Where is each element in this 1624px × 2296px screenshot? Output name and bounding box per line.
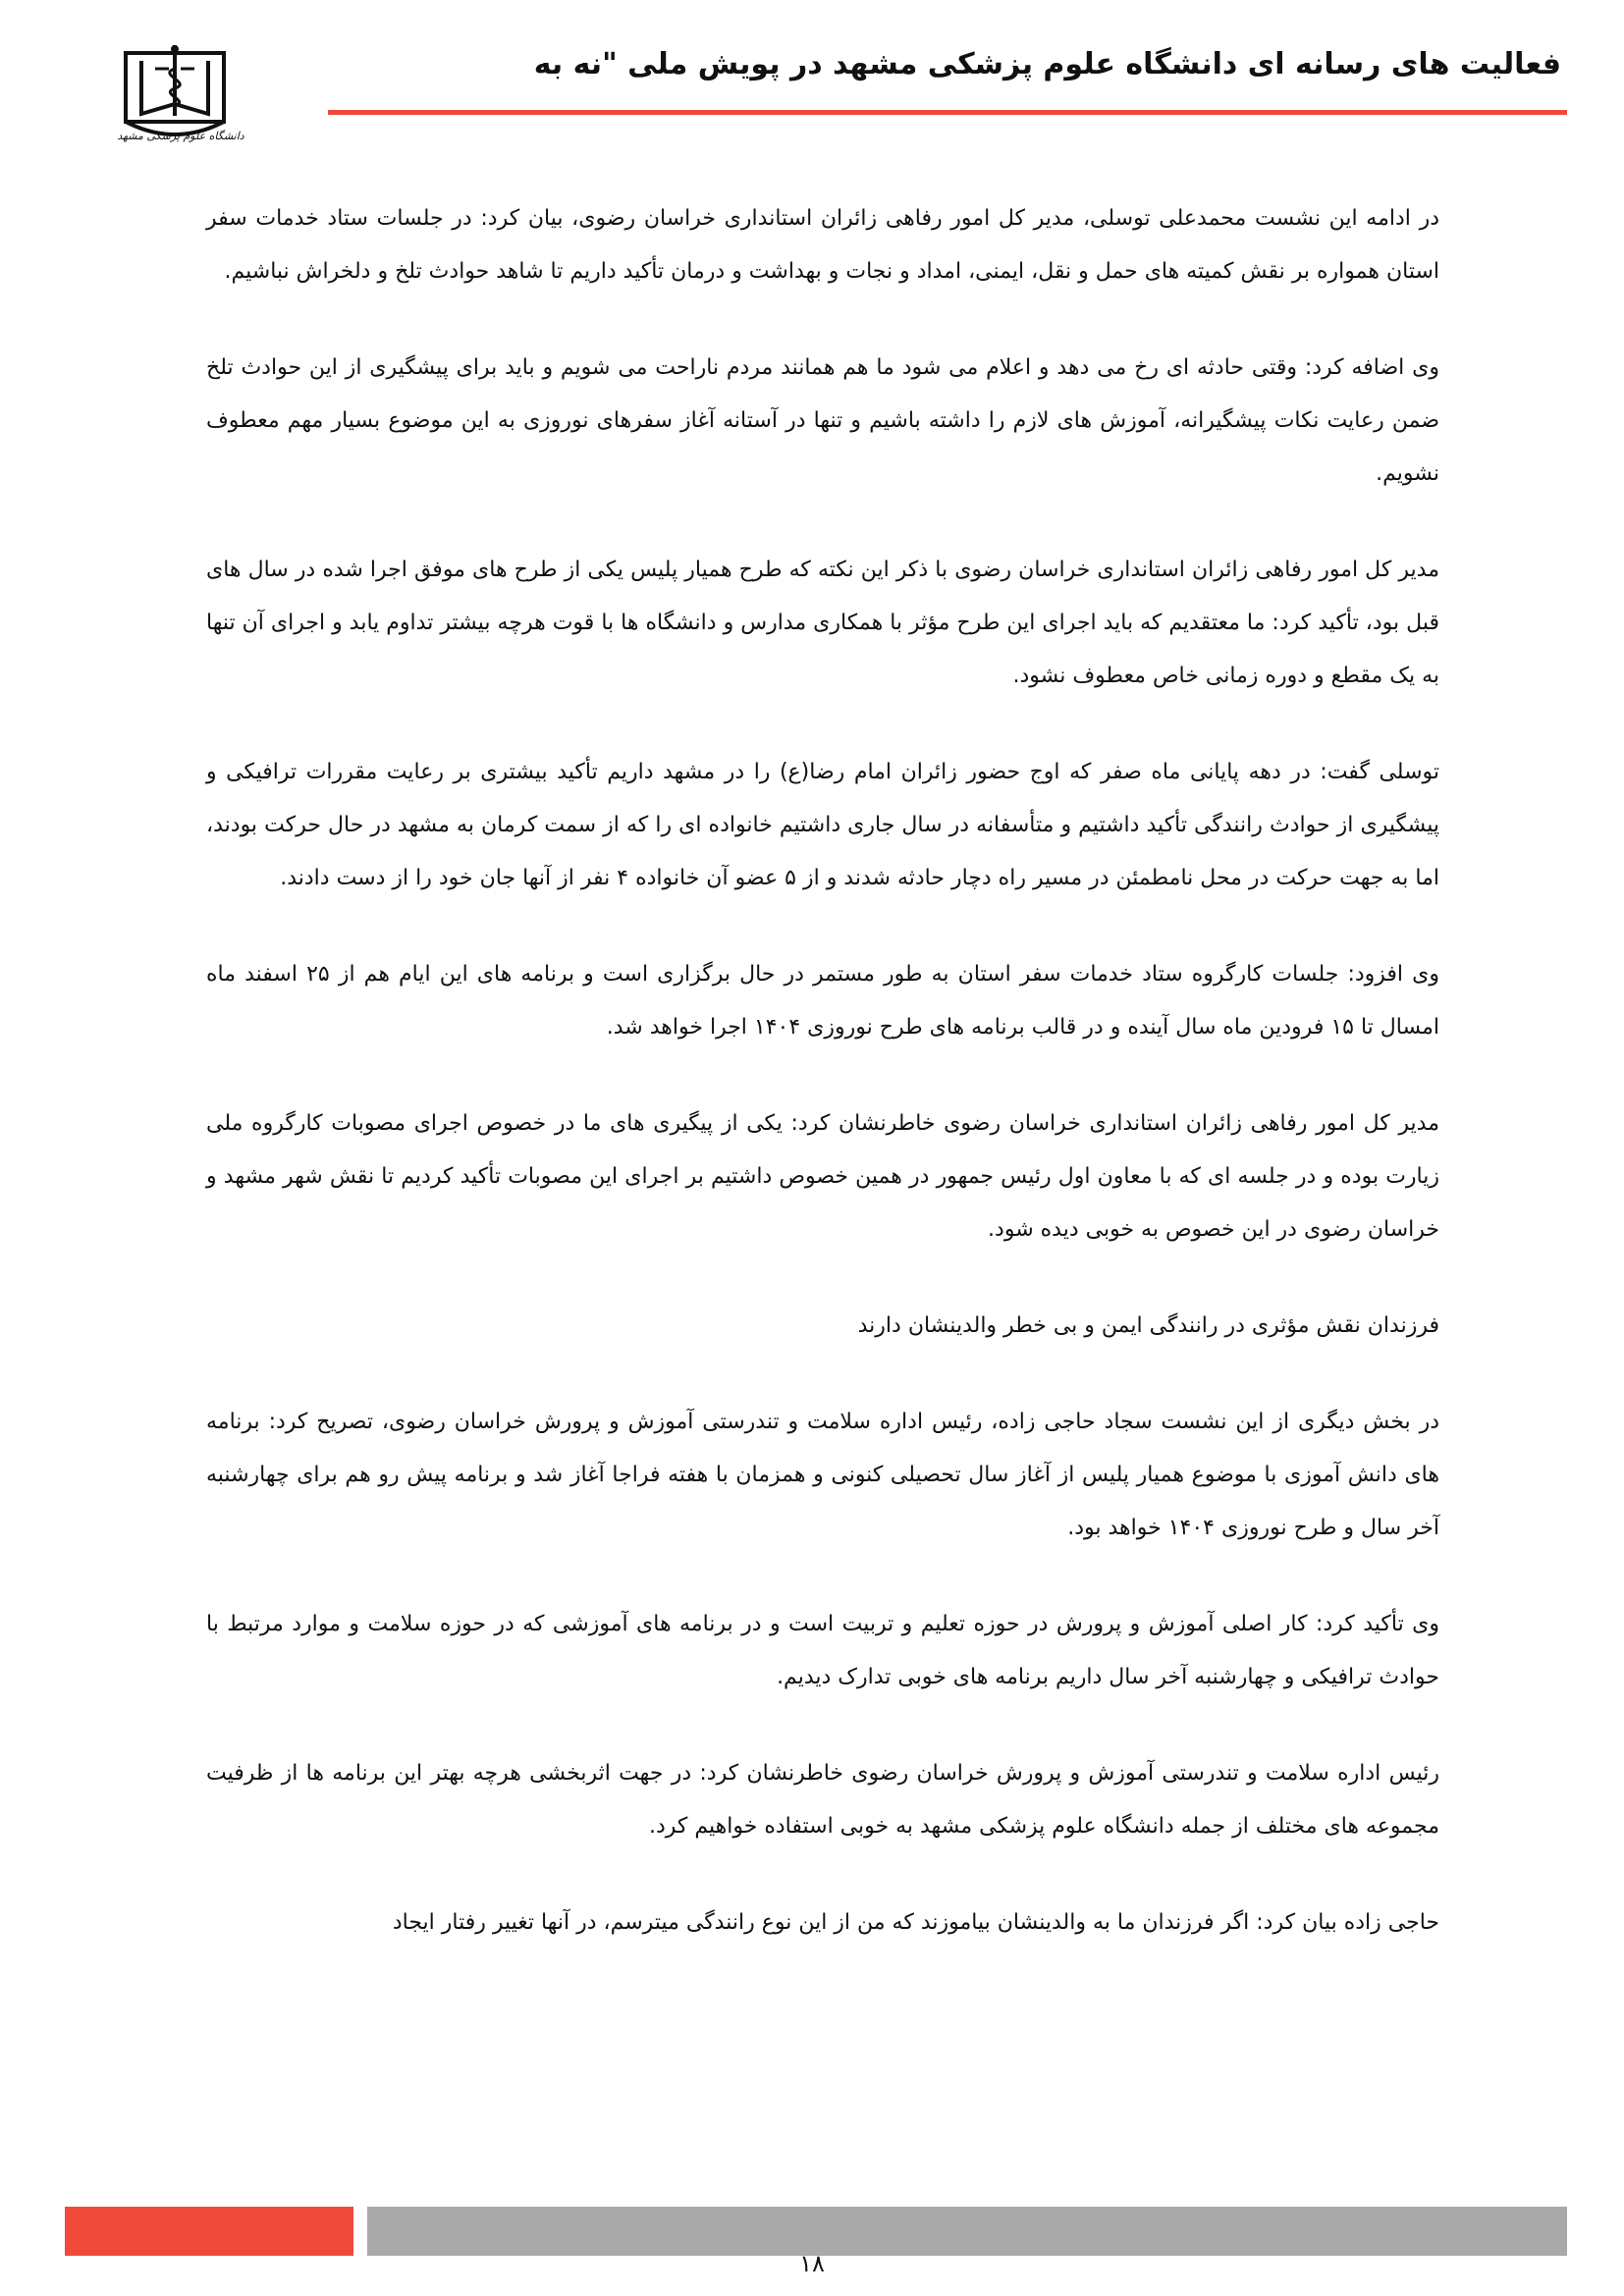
- paragraph: حاجی زاده بیان کرد: اگر فرزندان ما به والدینشان بیاموزند که من از این نوع رانندگی میترسم، در آنها تغییر رفتار ایجاد: [392, 1910, 1439, 1935]
- university-logo: [118, 39, 245, 172]
- footer-gray-bar: [367, 2207, 1567, 2256]
- paragraph: وی افزود: جلسات کارگروه ستاد خدمات سفر استان به طور مستمر در حال برگزاری است و برنامه های این ایام هم از ۲۵ اسفند ماه امسال تا ۱۵ فرودین ماه سال آینده و در قالب برنامه های طرح نوروزی ۱۴۰۴ اجرا خواهد شد.: [206, 962, 1439, 1040]
- logo-caption: دانشگاه علوم پزشکی مشهد: [117, 130, 244, 142]
- paragraph: مدیر کل امور رفاهی زائران استانداری خراسان رضوی با ذکر این نکته که طرح همیار پلیس یکی از طرح های موفق اجرا شده در سال های قبل بود، تأکید کرد: ما معتقدیم که باید اجرای این طرح مؤثر با همکاری مدارس و دانشگاه ها با قوت هرچه بیشتر تداوم یابد و اجرای آن تنها به یک مقطع و دوره زمانی خاص معطوف نشود.: [206, 558, 1439, 688]
- section-subheading: فرزندان نقش مؤثری در رانندگی ایمن و بی خطر والدینشان دارند: [857, 1313, 1439, 1338]
- paragraph: مدیر کل امور رفاهی زائران استانداری خراسان رضوی خاطرنشان کرد: یکی از پیگیری های ما در خصوص اجرای مصوبات کارگروه ملی زیارت بوده و در جلسه ای که با معاون اول رئیس جمهور در همین خصوص داشتیم بر اجرای این مصوبات تأکید کردیم تا نقش شهر مشهد و خراسان رضوی در این خصوص به خوبی دیده شود.: [206, 1111, 1439, 1242]
- page-number: ۱۸: [799, 2250, 825, 2277]
- paragraph: در بخش دیگری از این نشست سجاد حاجی زاده، رئیس اداره سلامت و تندرستی آموزش و پرورش خراسان رضوی، تصریح کرد: برنامه های دانش آموزی با موضوع همیار پلیس از آغاز سال تحصیلی کنونی و همزمان با هفته فراجا آغاز شد و برنامه پیش رو هم برای چهارشنبه آخر سال و طرح نوروزی ۱۴۰۴ خواهد بود.: [206, 1410, 1439, 1540]
- page-header: [0, 0, 1624, 157]
- paragraph: وی اضافه کرد: وقتی حادثه ای رخ می دهد و اعلام می شود ما هم همانند مردم ناراحت می شویم و باید برای پیشگیری از این حوادث تلخ ضمن رعایت نکات پیشگیرانه، آموزش های لازم را داشته باشیم و تنها در آستانه آغاز سفرهای نوروزی به این موضوع بسیار مهم معطوف نشویم.: [206, 355, 1439, 486]
- paragraph: رئیس اداره سلامت و تندرستی آموزش و پرورش خراسان رضوی خاطرنشان کرد: در جهت اثربخشی هرچه بهتر این برنامه ها از ظرفیت مجموعه های مختلف از جمله دانشگاه علوم پزشکی مشهد به خوبی استفاده خواهیم کرد.: [206, 1761, 1439, 1839]
- paragraph: وی تأکید کرد: کار اصلی آموزش و پرورش در حوزه تعلیم و تربیت است و در برنامه های آموزشی که در حوزه سلامت و موارد مرتبط با حوادث ترافیکی و چهارشنبه آخر سال داریم برنامه های خوبی تدارک دیدیم.: [206, 1612, 1439, 1689]
- university-emblem-icon: [118, 39, 245, 172]
- footer-accent-bar: [65, 2207, 353, 2256]
- paragraph: در ادامه این نشست محمدعلی توسلی، مدیر کل امور رفاهی زائران استانداری خراسان رضوی، بیان کرد: در جلسات ستاد خدمات سفر استان همواره بر نقش کمیته های حمل و نقل، ایمنی، امداد و نجات و بهداشت و درمان تأکید داریم تا شاهد حوادث تلخ و دلخراش نباشیم.: [206, 206, 1439, 284]
- document-title: فعالیت های رسانه ای دانشگاه علوم پزشکی مشهد در پویش ملی "نه به: [533, 47, 1561, 81]
- header-divider: [328, 110, 1567, 115]
- paragraph: توسلی گفت: در دهه پایانی ماه صفر که اوج حضور زائران امام رضا(ع) را در مشهد داریم تأکید بیشتری بر رعایت مقررات ترافیکی و پیشگیری از حوادث رانندگی تأکید داشتیم و متأسفانه در سال جاری داشتیم خانواده ای را که از سمت کرمان به مشهد در حال حرکت بودند، اما به جهت حرکت در محل نامطمئن در مسیر راه دچار حادثه شدند و از ۵ عضو آن خانواده ۴ نفر از آنها جان خود را از دست دادند.: [206, 760, 1439, 890]
- article-body: [206, 192, 1439, 1993]
